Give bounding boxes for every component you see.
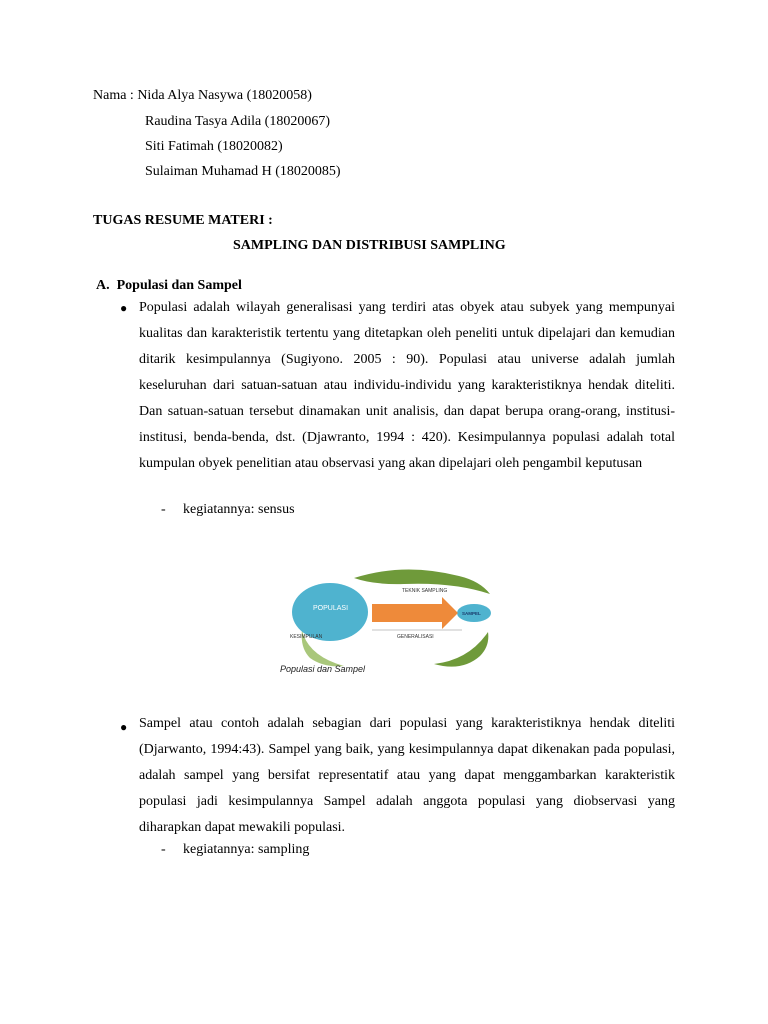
member-name: Sulaiman Muhamad H (18020085) [145, 164, 341, 179]
populasi-label: POPULASI [313, 605, 349, 612]
generalisasi-label: GENERALISASI [397, 634, 434, 640]
arrow-shape [372, 597, 458, 629]
member-name: Siti Fatimah (18020082) [145, 139, 283, 154]
bottom-swoosh-shape [434, 632, 488, 667]
bullet-dot: ● [120, 301, 128, 315]
topic-title: SAMPLING DAN DISTRIBUSI SAMPLING [233, 238, 506, 253]
member-name: Raudina Tasya Adila (18020067) [145, 114, 331, 129]
populasi-circle [292, 583, 368, 641]
kesimpulan-label: KESIMPULAN [290, 634, 323, 640]
figure-caption: Populasi dan Sampel [280, 664, 366, 674]
dash-marker: - [161, 502, 166, 517]
sub-item-sensus: kegiatannya: sensus [183, 502, 295, 517]
nama-line: Nama : Nida Alya Nasywa (18020058) [93, 88, 312, 103]
dash-marker: - [161, 842, 166, 857]
bullet-dot: ● [120, 720, 128, 734]
bullet-paragraph-sampel: Sampel atau contoh adalah sebagian dari populasi yang karakteristiknya hendak diteliti (Djarwanto, 1994:43). Sampel yang baik, yang kesimpulannya dapat dikenakan pada populasi, adalah sampel yang bersifat representatif atau yang dapat menggambarkan karakteristik populasi jadi kesimpulannya Sampel adalah anggota populasi yang diobservasi yang diharapkan dapat mewakili populasi. [139, 716, 675, 835]
section-heading: A. Populasi dan Sampel [96, 278, 242, 293]
sub-item-sampling: kegiatannya: sampling [183, 842, 310, 857]
sampel-label: SAMPEL [462, 611, 481, 616]
teknik-sampling-label: TEKNIK SAMPLING [402, 588, 448, 594]
task-title: TUGAS RESUME MATERI : [93, 213, 273, 228]
bullet-paragraph-populasi: Populasi adalah wilayah generalisasi yang terdiri atas obyek atau subyek yang mempunyai kualitas dan karakteristik tertentu yang ditetapkan oleh peneliti untuk dipelajari dan kemudian ditarik kesimpulannya (Sugiyono. 2005 : 90). Populasi atau universe adalah jumlah keseluruhan dari satuan-satuan atau individu-individu yang karakteristiknya hendak diteliti. Dan satuan-satuan tersebut dinamakan unit analisis, dan dapat berupa orang-orang, institusi-institusi, benda-benda, dst. (Djawranto, 1994 : 420). Kesimpulannya populasi adalah total kumpulan obyek penelitian atau observasi yang akan dipelajari oleh pengambil keputusan [139, 300, 675, 471]
